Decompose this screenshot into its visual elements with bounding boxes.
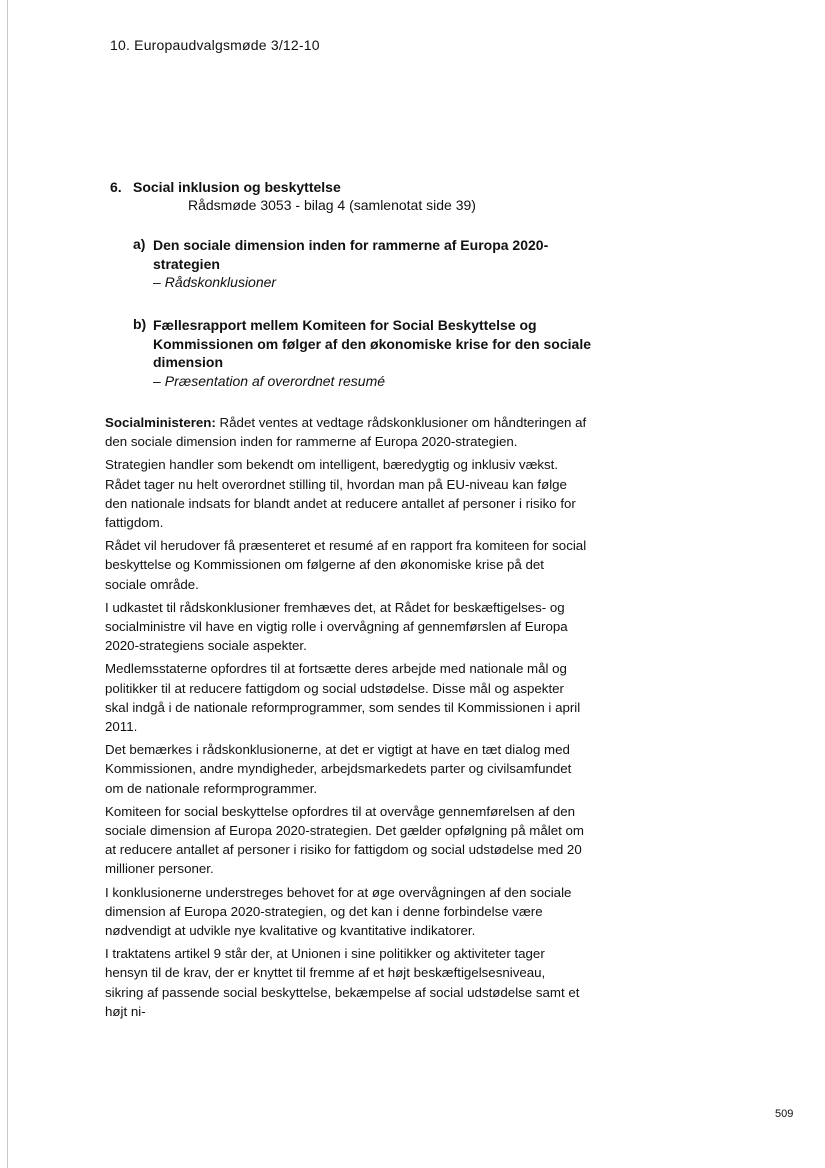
item-title: Fællesrapport mellem Komiteen for Social Beskyttelse og Kommissionen om følger af den økonomiske krise for den sociale dimension [153,317,591,370]
item-note-text: Rådskonklusioner [164,274,277,290]
item-letter: b) [133,316,147,332]
page-number: 509 [775,1108,794,1120]
paragraph: I traktatens artikel 9 står der, at Unionen i sine politikker og aktiviteter tager hensyn til de krav, der er knyttet til fremme af et højt beskæftigelsesniveau, sikring af passende social beskyttelse, bekæmpelse af social udstødelse samt et højt ni- [105,946,580,1019]
item-note-text: Præsentation af overordnet resumé [164,372,386,389]
item-note [153,273,603,291]
paragraph: Strategien handler som bekendt om intelligent, bæredygtig og inklusiv vækst. Rådet tager nu helt overordnet stilling til, hvordan man på EU-niveau kan følge den nationale indsats for blandt andet at reducere antallet af personer i risiko for fattigdom. [105,457,576,531]
paragraph: Rådet vil herudover få præsenteret et resumé af en rapport fra komiteen for social beskyttelse og Kommissionen om følgerne af den økonomiske krise på det sociale område. [105,538,587,592]
agenda-item-a [133,236,603,291]
section-title: Social inklusion og beskyttelse [133,179,341,195]
paragraph: I konklusionerne understreges behovet for at øge overvågningen af den sociale dimension af Europa 2020-strategien, og det kan i denne forbindelse være nødvendigt at udvikle nye kvalitative og kvantitative indikatorer. [105,884,572,939]
item-title: Den sociale dimension inden for rammerne af Europa 2020-strategien [153,237,549,272]
section-heading [110,178,630,196]
agenda-item-b [133,316,603,390]
paragraph: Det bemærkes i rådskonklusionerne, at det er vigtigt at have en tæt dialog med Kommissionen, andre myndigheder, arbejdsmarkedets parter og civilsamfundet om de nationale reformprogrammer. [105,742,572,796]
paragraph: Medlemsstaterne opfordres til at fortsætte deres arbejde med nationale mål og politikker til at reducere fattigdom og social udstødelse. Disse mål og aspekter skal indgå i de nationale reformprogrammer, som sendes til Kommissionen i april 2011. [105,661,581,735]
minister-statement [105,413,587,1025]
agenda-section [110,178,630,215]
paragraph: I udkastet til rådskonklusioner fremhæves det, at Rådet for beskæftigelses- og socialministre vil have en vigtig rolle i overvågning af gennemførslen af Europa 2020-strategiens sociale aspekter. [105,599,568,654]
item-letter: a) [133,236,146,252]
speaker-label: Socialministeren: [105,415,216,430]
scan-margin-line [7,0,8,1168]
section-number: 6. [110,179,122,195]
item-note [153,372,603,390]
dash-marker: – [153,372,161,389]
dash-marker: – [153,274,161,290]
paragraph-text: Rådet ventes at vedtage rådskonklusioner om håndteringen af den sociale dimension inden for rammerne af Europa 2020-strategien. [105,415,587,450]
section-reference: Rådsmøde 3053 - bilag 4 (samlenotat side 39) [188,197,476,213]
paragraph [105,413,587,451]
meeting-header: 10. Europaudvalgsmøde 3/12-10 [110,37,320,53]
paragraph: Komiteen for social beskyttelse opfordres til at overvåge gennemførelsen af den sociale dimension af Europa 2020-strategien. Det gælder opfølgning på målet om at reducere antallet af personer i risiko for fattigdom og social udstødelse med 20 millioner personer. [105,803,584,877]
